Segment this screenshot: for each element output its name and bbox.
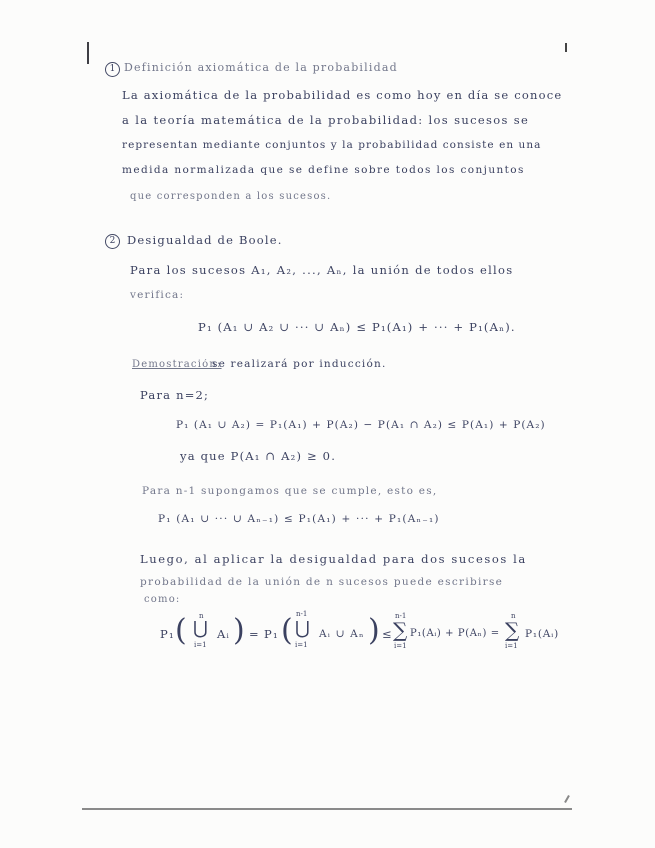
text-line: Luego, al aplicar la desigualdad para dos sucesos la bbox=[140, 552, 527, 566]
sum-upper-limit: n-1 bbox=[395, 612, 407, 620]
left-paren: ( bbox=[281, 613, 293, 648]
union-symbol: ⋃ bbox=[193, 618, 208, 639]
section-title: Desigualdad de Boole. bbox=[127, 233, 283, 247]
text-line: verifica: bbox=[130, 289, 185, 301]
text-line: La axiomática de la probabilidad es como hoy en día se conoce bbox=[122, 88, 563, 102]
text-line: medida normalizada que se define sobre todos los conjuntos bbox=[122, 164, 525, 176]
margin-mark bbox=[87, 42, 89, 64]
union-upper-limit: n-1 bbox=[296, 610, 308, 618]
main-formula: P₁ (A₁ ∪ A₂ ∪ ··· ∪ Aₙ) ≤ P₁(A₁) + ··· + P₁(Aₙ). bbox=[198, 320, 516, 334]
sum-lower-limit: i=1 bbox=[394, 642, 407, 650]
formula-n2: P₁ (A₁ ∪ A₂) = P₁(A₁) + P(A₂) − P(A₁ ∩ A₂) ≤ P(A₁) + P(A₂) bbox=[176, 419, 546, 431]
section-number: 1 bbox=[105, 62, 120, 77]
formula-term: P₁ bbox=[264, 627, 279, 641]
union-upper-limit: n bbox=[199, 612, 204, 620]
demo-label: Demostración: bbox=[132, 359, 222, 370]
case-label: Para n-1 supongamos que se cumple, esto es, bbox=[142, 485, 438, 497]
text-line: representan mediante conjuntos y la probabilidad consiste en una bbox=[122, 139, 542, 151]
section-number: 2 bbox=[105, 234, 120, 249]
case-label: Para n=2; bbox=[140, 388, 210, 402]
union-lower-limit: i=1 bbox=[194, 641, 207, 649]
formula-term: P₁(Aᵢ) bbox=[525, 628, 559, 640]
formula-term: Aᵢ ∪ Aₙ bbox=[319, 628, 365, 640]
corner-mark bbox=[564, 795, 570, 803]
text-line: a la teoría matemática de la probabilidad: los sucesos se bbox=[122, 113, 530, 127]
formula-note: ya que P(A₁ ∩ A₂) ≥ 0. bbox=[180, 449, 337, 463]
text-line: como: bbox=[144, 594, 181, 605]
text-line: Para los sucesos A₁, A₂, ..., Aₙ, la unión de todos ellos bbox=[130, 263, 514, 277]
sum-lower-limit: i=1 bbox=[505, 642, 518, 650]
sum-upper-limit: n bbox=[511, 612, 516, 620]
union-lower-limit: i=1 bbox=[295, 641, 308, 649]
right-paren: ) bbox=[368, 613, 380, 648]
formula-term: = bbox=[249, 627, 260, 641]
left-paren: ( bbox=[175, 613, 187, 648]
text-line: probabilidad de la unión de n sucesos puede escribirse bbox=[140, 576, 504, 588]
union-symbol: ⋃ bbox=[295, 618, 310, 639]
text-line: que corresponden a los sucesos. bbox=[130, 191, 332, 202]
corner-mark bbox=[565, 43, 567, 52]
demo-text: se realizará por inducción. bbox=[212, 358, 387, 370]
right-paren: ) bbox=[233, 613, 245, 648]
sigma-symbol: ∑ bbox=[393, 618, 408, 642]
section-title: Definición axiomática de la probabilidad bbox=[124, 61, 398, 74]
formula-term: P₁ bbox=[160, 627, 175, 641]
page-bottom-edge bbox=[82, 808, 572, 810]
formula-term: Aᵢ bbox=[217, 627, 231, 641]
sigma-symbol: ∑ bbox=[505, 618, 520, 642]
formula-n1: P₁ (A₁ ∪ ··· ∪ Aₙ₋₁) ≤ P₁(A₁) + ··· + P₁(Aₙ₋₁) bbox=[158, 513, 440, 525]
formula-term: P₁(Aᵢ) + P(Aₙ) = bbox=[410, 628, 500, 639]
formula-term: ≤ bbox=[382, 627, 393, 641]
